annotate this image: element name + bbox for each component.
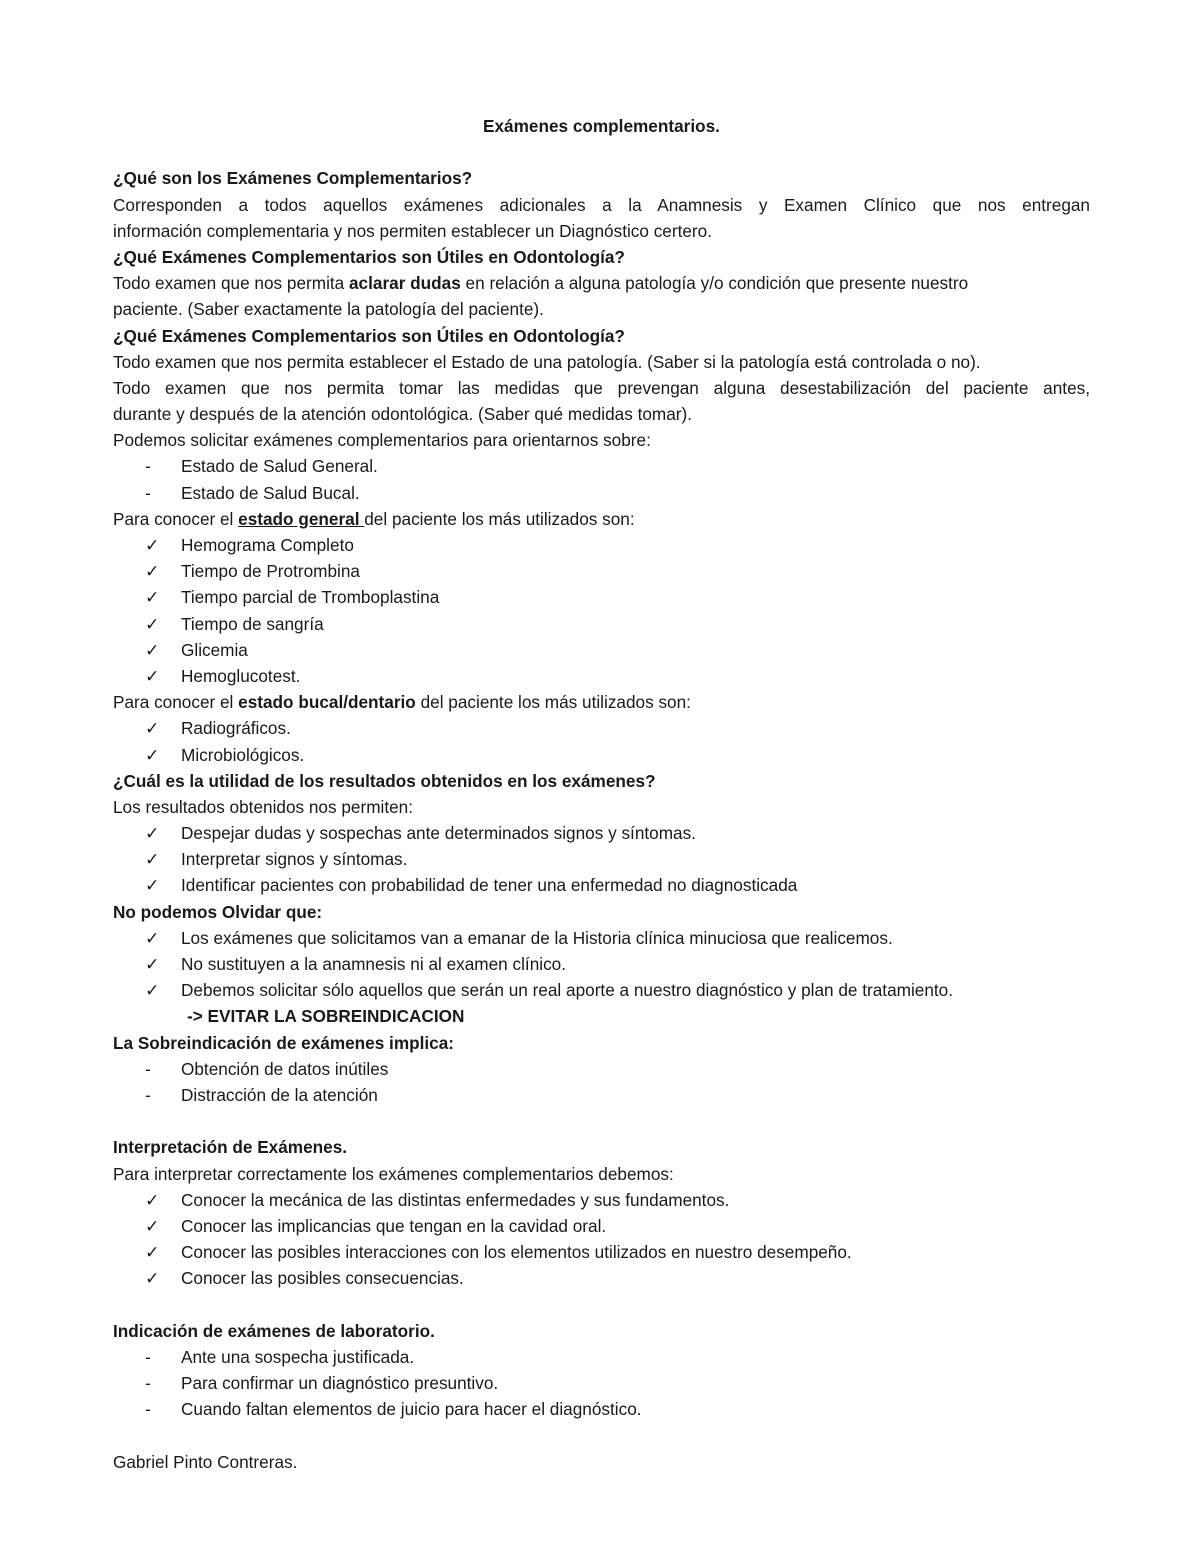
checkmark-icon: ✓ [145, 744, 160, 765]
item-text: Despejar dudas y sospechas ante determinados signos y síntomas. [181, 823, 696, 844]
text-run: del paciente los más utilizados son: [364, 508, 635, 529]
question-useful: ¿Qué Exámenes Complementarios son Útiles en Odontología? [113, 246, 625, 267]
item-text: Conocer la mecánica de las distintas enfermedades y sus fundamentos. [181, 1189, 730, 1210]
heading-sobreindicacion: La Sobreindicación de exámenes implica: [113, 1032, 455, 1053]
item-text: Glicemia [181, 639, 248, 660]
checkmark-icon: ✓ [145, 823, 160, 844]
answer-line: Corresponden a todos aquellos exámenes adicionales a la Anamnesis y Examen Clínico que nos entregan [113, 194, 1090, 215]
checkmark-icon: ✓ [145, 927, 160, 948]
dash-bullet: - [145, 1399, 151, 1420]
heading-no-olvidar: No podemos Olvidar que: [113, 901, 323, 922]
question-useful-2: ¿Qué Exámenes Complementarios son Útiles en Odontología? [113, 325, 625, 346]
dash-list-item [113, 1370, 1090, 1396]
checkmark-icon: ✓ [145, 1242, 160, 1263]
dash-list-item [113, 1082, 1090, 1108]
warning-line: -> EVITAR LA SOBREINDICACION [187, 1006, 465, 1027]
general-intro [113, 506, 1090, 532]
item-text: Hemograma Completo [181, 535, 354, 555]
check-list-item [113, 951, 1090, 977]
check-list-item [113, 1213, 1090, 1239]
text-run: Todo examen que nos permita [113, 273, 349, 294]
item-text: Ante una sospecha justificada. [181, 1346, 415, 1367]
text-run: Para conocer el [113, 508, 239, 529]
check-list-item [113, 584, 1090, 610]
underlined-run: estado general [238, 508, 365, 529]
paragraph-line: Los resultados obtenidos nos permiten: [113, 796, 414, 817]
check-list-item [113, 977, 1090, 1003]
paragraph-line: Para interpretar correctamente los exámenes complementarios debemos: [113, 1163, 674, 1184]
item-text: Conocer las posibles consecuencias. [181, 1268, 464, 1289]
checkmark-icon: ✓ [145, 665, 160, 686]
dash-list-item [113, 1396, 1090, 1422]
checkmark-icon: ✓ [145, 561, 160, 582]
checkmark-icon: ✓ [145, 1268, 160, 1289]
item-text: Interpretar signos y síntomas. [181, 849, 408, 870]
checkmark-icon: ✓ [145, 639, 160, 660]
check-list-item [113, 532, 1090, 558]
item-text: Tiempo de Protrombina [181, 561, 360, 582]
paragraph-line [113, 270, 1090, 296]
dash-list-item [113, 480, 1090, 506]
checkmark-icon: ✓ [145, 849, 160, 870]
spacer [113, 1422, 1090, 1448]
check-list-item [113, 637, 1090, 663]
check-list-item [113, 1239, 1090, 1265]
answer-line: información complementaria y nos permiten establecer un Diagnóstico certero. [113, 220, 712, 241]
dash-bullet: - [145, 482, 151, 503]
checkmark-icon: ✓ [145, 954, 160, 974]
bold-run: estado bucal/dentario [238, 692, 416, 713]
bold-run: aclarar dudas [349, 273, 461, 294]
bucal-intro [113, 689, 1090, 715]
question-what-are: ¿Qué son los Exámenes Complementarios? [113, 168, 473, 189]
item-text: Conocer las implicancias que tengan en la cavidad oral. [181, 1215, 607, 1236]
checkmark-icon: ✓ [145, 718, 160, 739]
paragraph-line: durante y después de la atención odontológica. (Saber qué medidas tomar). [113, 404, 693, 425]
check-list-item [113, 1187, 1090, 1213]
paragraph-line: Todo examen que nos permita tomar las medidas que prevengan alguna desestabilización del paciente antes, [113, 377, 1090, 398]
dash-bullet: - [145, 1373, 151, 1393]
check-list-item [113, 872, 1090, 898]
item-text: Debemos solicitar sólo aquellos que serán un real aporte a nuestro diagnóstico y plan de tratamiento. [181, 980, 953, 1001]
item-text: Para confirmar un diagnóstico presuntivo. [181, 1373, 499, 1393]
item-text: No sustituyen a la anamnesis ni al examen clínico. [181, 954, 567, 974]
item-text: Hemoglucotest. [181, 665, 301, 686]
dash-bullet: - [145, 456, 151, 477]
item-text: Identificar pacientes con probabilidad de tener una enfermedad no diagnosticada [181, 875, 798, 896]
checkmark-icon: ✓ [145, 1215, 160, 1236]
item-text: Distracción de la atención [181, 1084, 378, 1105]
check-list-item [113, 558, 1090, 584]
check-list-item [113, 1265, 1090, 1291]
document-title: Exámenes complementarios. [483, 116, 720, 136]
question-utility: ¿Cuál es la utilidad de los resultados obtenidos en los exámenes? [113, 770, 656, 791]
checkmark-icon: ✓ [145, 1189, 160, 1210]
dash-bullet: - [145, 1058, 151, 1079]
text-run: en relación a alguna patología y/o condición que presente nuestro [460, 273, 969, 294]
check-list-item [113, 820, 1090, 846]
check-list-item [113, 715, 1090, 741]
item-text: Cuando faltan elementos de juicio para hacer el diagnóstico. [181, 1399, 642, 1420]
item-text: Tiempo de sangría [181, 613, 324, 634]
item-text: Microbiológicos. [181, 744, 305, 765]
check-list-item [113, 925, 1090, 951]
checkmark-icon: ✓ [145, 613, 160, 634]
spacer [113, 139, 1090, 165]
dash-list-item [113, 453, 1090, 479]
check-list-item [113, 663, 1090, 689]
check-list-item [113, 846, 1090, 872]
document-page [113, 113, 1090, 1475]
checkmark-icon: ✓ [145, 535, 160, 555]
check-list-item [113, 742, 1090, 768]
spacer [113, 1291, 1090, 1317]
check-list-item [113, 611, 1090, 637]
author-signature: Gabriel Pinto Contreras. [113, 1451, 298, 1472]
paragraph-line: Podemos solicitar exámenes complementarios para orientarnos sobre: [113, 430, 651, 451]
dash-bullet: - [145, 1346, 151, 1367]
checkmark-icon: ✓ [145, 587, 160, 608]
item-text: Estado de Salud General. [181, 456, 378, 477]
item-text: Conocer las posibles interacciones con los elementos utilizados en nuestro desempeño. [181, 1242, 852, 1263]
item-text: Obtención de datos inútiles [181, 1058, 389, 1079]
text-run: Para conocer el [113, 692, 239, 713]
heading-indicacion: Indicación de exámenes de laboratorio. [113, 1320, 435, 1341]
item-text: Tiempo parcial de Tromboplastina [181, 587, 440, 608]
dash-list-item [113, 1056, 1090, 1082]
text-run: del paciente los más utilizados son: [415, 692, 691, 713]
heading-interpretacion: Interpretación de Exámenes. [113, 1137, 348, 1158]
item-text: Radiográficos. [181, 718, 291, 739]
paragraph-line: Todo examen que nos permita establecer el Estado de una patología. (Saber si la patología está controlada o no). [113, 351, 981, 372]
item-text: Estado de Salud Bucal. [181, 482, 360, 503]
checkmark-icon: ✓ [145, 875, 160, 896]
paragraph-line: paciente. (Saber exactamente la patología del paciente). [113, 299, 544, 320]
spacer [113, 1108, 1090, 1134]
checkmark-icon: ✓ [145, 980, 160, 1001]
dash-list-item [113, 1344, 1090, 1370]
dash-bullet: - [145, 1084, 151, 1105]
item-text: Los exámenes que solicitamos van a emanar de la Historia clínica minuciosa que realicemos. [181, 927, 893, 948]
